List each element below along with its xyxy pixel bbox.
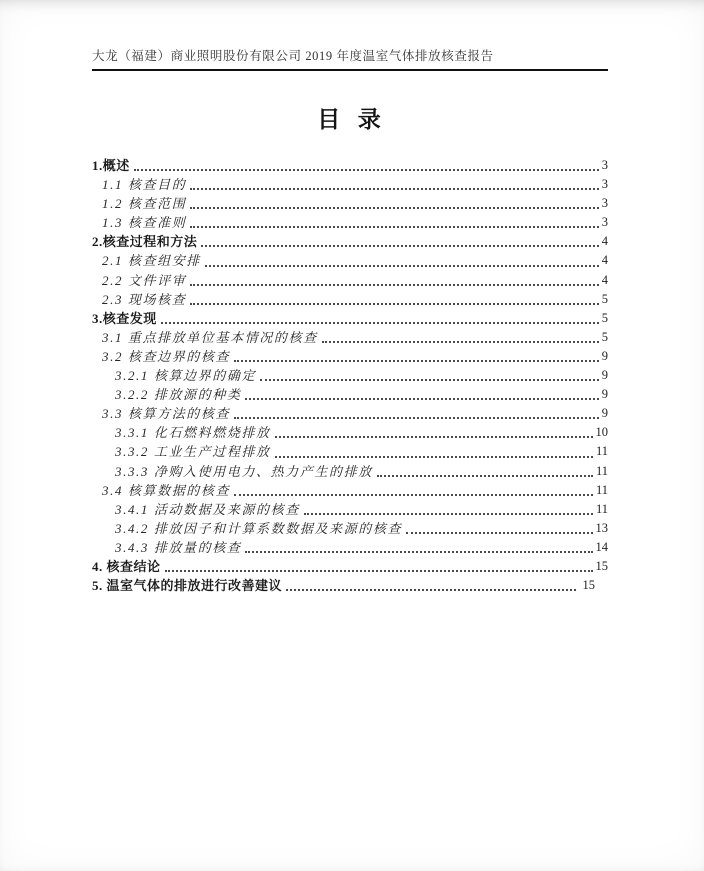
document-header [92, 46, 608, 71]
toc-entry-14[interactable] [102, 404, 608, 423]
toc-page-number: 5 [601, 291, 608, 306]
toc-dot-leader [243, 538, 593, 557]
toc-entry-label: 3.3.1 化石燃料燃烧排放 [115, 425, 271, 441]
toc-dot-leader [232, 481, 594, 500]
toc-entry-16[interactable] [115, 442, 608, 461]
toc-dot-leader [375, 462, 594, 481]
toc-page-number: 11 [595, 501, 608, 516]
toc-entry-label: 1.概述 [92, 158, 130, 173]
toc-entry-label: 5. 温室气体的排放进行改善建议 [92, 578, 283, 594]
toc-entry-label: 3.3.3 净购入使用电力、热力产生的排放 [115, 463, 373, 479]
toc-entry-12[interactable] [115, 366, 608, 385]
toc-page-number: 11 [595, 444, 608, 459]
toc-entry-label: 2.3 现场核查 [102, 291, 187, 307]
toc-dot-leader [302, 500, 594, 519]
toc-dot-leader [159, 309, 600, 328]
toc-entry-18[interactable] [102, 481, 608, 500]
toc-entry-label: 3.2 核查边界的核查 [102, 348, 231, 364]
toc-page-number: 5 [601, 329, 608, 344]
toc-dot-leader [203, 251, 600, 270]
toc-entry-label: 3.4.1 活动数据及来源的核查 [115, 501, 300, 517]
toc-page-number: 9 [601, 348, 608, 363]
toc-page-number: 3 [601, 177, 608, 192]
toc-entry-20[interactable] [115, 519, 608, 538]
toc-entry-22[interactable] [92, 557, 608, 576]
toc-page-number: 4 [601, 234, 608, 249]
document-header-title: 大龙（福建）商业照明股份有限公司 2019 年度温室气体排放核查报告 [92, 49, 494, 63]
toc-dot-leader [188, 175, 599, 194]
toc-page-number: 13 [595, 520, 608, 535]
toc-dot-leader [188, 194, 599, 213]
toc-dot-leader [258, 366, 600, 385]
toc-page-number: 4 [601, 272, 608, 287]
toc-page-number: 10 [595, 425, 608, 440]
toc-dot-leader [273, 442, 594, 461]
toc-entry-label: 3.3.2 工业生产过程排放 [115, 444, 271, 460]
toc-dot-leader [284, 576, 576, 595]
toc-page-number: 3 [601, 196, 608, 211]
toc-entry-label: 2.1 核查组安排 [102, 253, 201, 269]
toc-entry-label: 3.1 重点排放单位基本情况的核查 [102, 329, 318, 345]
toc-entry-label: 1.1 核查目的 [102, 177, 187, 193]
toc-entry-23[interactable] [92, 576, 608, 595]
toc-entry-label: 3.2.2 排放源的种类 [115, 387, 242, 403]
toc-page-number: 3 [601, 158, 608, 172]
toc-dot-leader [404, 519, 593, 538]
toc-entry-4[interactable] [102, 213, 608, 232]
toc-page-number: 15 [582, 578, 595, 593]
toc-entry-label: 1.3 核查准则 [102, 215, 187, 231]
toc-page-number: 9 [601, 406, 608, 421]
toc-dot-leader [273, 423, 594, 442]
toc-entry-10[interactable] [102, 328, 608, 347]
toc-entry-17[interactable] [115, 462, 608, 481]
toc-entry-6[interactable] [102, 251, 608, 270]
toc-page-number: 5 [601, 310, 608, 325]
toc-dot-leader [132, 156, 600, 175]
toc-page-number: 14 [595, 539, 608, 554]
toc-entry-label: 1.2 核查范围 [102, 196, 187, 212]
toc-page-number: 4 [601, 253, 608, 268]
toc-entry-13[interactable] [115, 385, 608, 404]
toc-page-number: 11 [595, 463, 608, 478]
toc-entry-2[interactable] [102, 175, 608, 194]
toc-entry-5[interactable] [92, 232, 608, 251]
toc-entry-8[interactable] [102, 290, 608, 309]
toc-entry-label: 3.3 核算方法的核查 [102, 406, 231, 422]
toc-entry-label: 3.4.2 排放因子和计算系数数据及来源的核查 [115, 520, 403, 536]
toc-entry-label: 2.核查过程和方法 [92, 234, 198, 250]
toc-entry-15[interactable] [115, 423, 608, 442]
toc-entry-label: 3.4 核算数据的核查 [102, 482, 231, 498]
toc-entry-label: 2.2 文件评审 [102, 272, 187, 288]
toc-entry-label: 4. 核查结论 [92, 558, 161, 574]
toc-page-number: 15 [595, 558, 608, 573]
toc-page-number: 3 [601, 215, 608, 230]
toc-entry-9[interactable] [92, 309, 608, 328]
toc-entry-11[interactable] [102, 347, 608, 366]
toc-entry-19[interactable] [115, 500, 608, 519]
toc-entry-21[interactable] [115, 538, 608, 557]
toc-dot-leader [232, 404, 600, 423]
toc-page-number: 11 [595, 482, 608, 497]
toc-dot-leader [188, 290, 599, 309]
toc-page-number: 9 [601, 368, 608, 383]
toc-dot-leader [188, 213, 599, 232]
toc-entry-label: 3.4.3 排放量的核查 [115, 539, 242, 555]
toc-entry-7[interactable] [102, 271, 608, 290]
toc-entry-3[interactable] [102, 194, 608, 213]
toc-entry-1[interactable] [92, 156, 608, 175]
toc-list [92, 156, 608, 595]
toc-dot-leader [199, 232, 599, 251]
toc-entry-label: 3.2.1 核算边界的确定 [115, 368, 257, 384]
toc-dot-leader [243, 385, 599, 404]
toc-entry-label: 3.核查发现 [92, 310, 157, 326]
toc-title: 目 录 [317, 107, 383, 132]
toc-dot-leader [188, 271, 599, 290]
toc-dot-leader [320, 328, 600, 347]
toc-dot-leader [163, 557, 594, 576]
toc-page-number: 9 [601, 387, 608, 402]
toc-dot-leader [232, 347, 600, 366]
